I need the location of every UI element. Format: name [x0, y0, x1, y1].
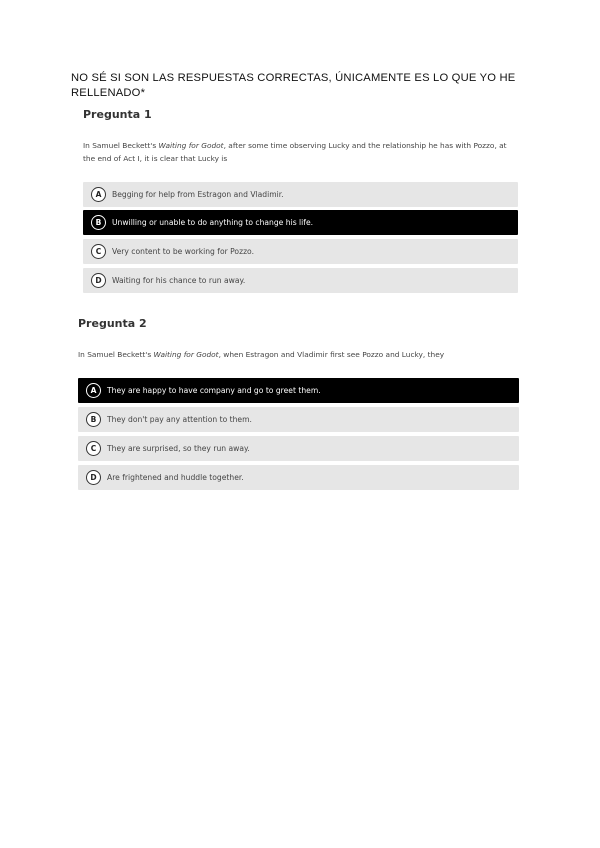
option-letter: A — [91, 187, 106, 202]
question-2-text-italic: Waiting for Godot — [153, 350, 219, 359]
option-letter: C — [86, 441, 101, 456]
option-label: Begging for help from Estragon and Vladimir. — [112, 190, 284, 199]
option-letter: A — [86, 383, 101, 398]
question-2-text-after: , when Estragon and Vladimir first see Pozzo and Lucky, they — [218, 350, 445, 359]
q1-option-b[interactable] — [83, 210, 518, 235]
question-2-title: Pregunta 2 — [78, 317, 147, 330]
question-1-text — [83, 139, 515, 165]
question-1-text-italic: Waiting for Godot — [158, 141, 224, 150]
question-2-text-before: In Samuel Beckett's — [78, 350, 154, 359]
q2-option-c[interactable] — [78, 436, 519, 461]
option-label: They are happy to have company and go to greet them. — [107, 386, 321, 395]
option-label: Unwilling or unable to do anything to change his life. — [112, 218, 314, 227]
question-2-text — [78, 348, 518, 361]
option-label: They are surprised, so they run away. — [107, 444, 250, 453]
q2-option-d[interactable] — [78, 465, 519, 490]
option-letter: D — [86, 470, 101, 485]
q2-option-b[interactable] — [78, 407, 519, 432]
option-letter: C — [91, 244, 106, 259]
option-label: They don't pay any attention to them. — [107, 415, 252, 424]
q1-option-a[interactable] — [83, 182, 518, 207]
q1-option-d[interactable] — [83, 268, 518, 293]
option-label: Waiting for his chance to run away. — [112, 276, 246, 285]
option-label: Are frightened and huddle together. — [107, 473, 244, 482]
question-1-title: Pregunta 1 — [83, 108, 152, 121]
option-label: Very content to be working for Pozzo. — [112, 247, 254, 256]
q2-option-a[interactable] — [78, 378, 519, 403]
option-letter: B — [86, 412, 101, 427]
question-1-text-after: , after some time observing Lucky and the relationship he has with Pozzo, at the end of Act I, it is clear that Lucky is — [83, 141, 507, 163]
option-letter: D — [91, 273, 106, 288]
option-letter: B — [91, 215, 106, 230]
page-note: NO SÉ SI SON LAS RESPUESTAS CORRECTAS, ÚNICAMENTE ES LO QUE YO HE RELLENADO* — [71, 72, 516, 99]
question-1-text-before: In Samuel Beckett's — [83, 141, 159, 150]
q1-option-c[interactable] — [83, 239, 518, 264]
